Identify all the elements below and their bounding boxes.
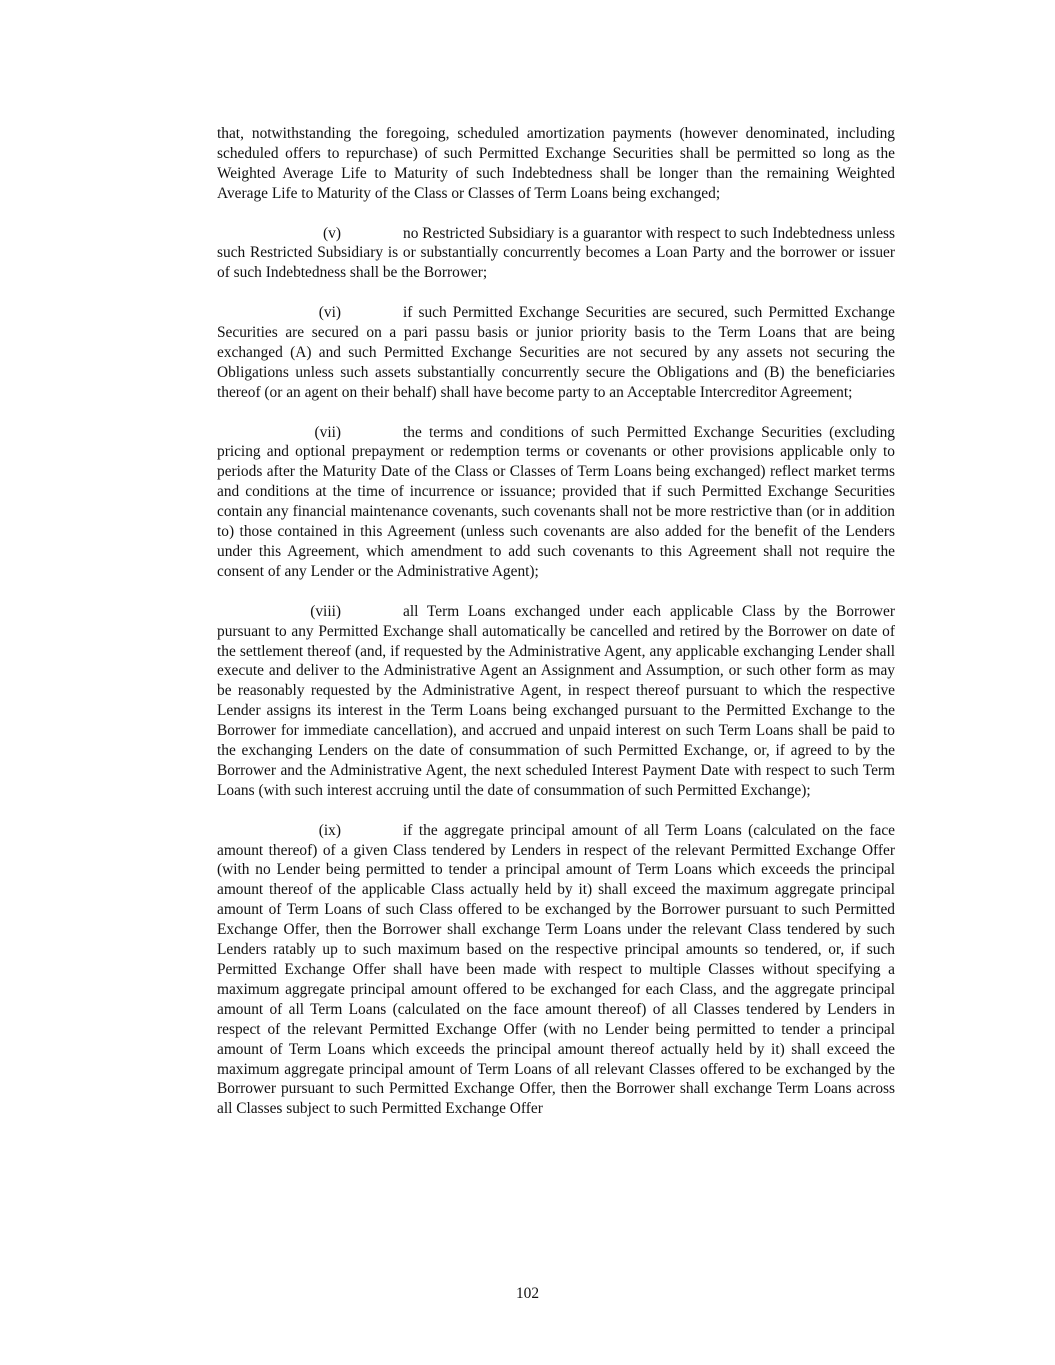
clause-number: (ix) bbox=[318, 821, 341, 839]
clause-text: no Restricted Subsidiary is a guarantor with respect to such Indebtedness unless such Restricted Subsidiary is or substantially concurrently becomes a Loan Party and the borrower or issuer of such Indebtedness shall be the Borrower; bbox=[217, 224, 895, 282]
clause-number: (vii) bbox=[314, 423, 341, 441]
clause-vi bbox=[217, 303, 895, 403]
clause-number: (viii) bbox=[310, 602, 341, 620]
clause-number: (vi) bbox=[318, 304, 341, 322]
document-body bbox=[217, 124, 895, 1139]
clause-vii bbox=[217, 423, 895, 582]
clause-v bbox=[217, 224, 895, 284]
clause-text: the terms and conditions of such Permitted Exchange Securities (excluding pricing and optional prepayment or redemption terms or covenants or other provisions applicable only to periods after the Maturity Date of the Class or Classes of Term Loans being exchanged) reflect market terms and conditions at the time of incurrence or issuance; provided that if such Permitted Exchange Securities contain any financial maintenance covenants, such covenants shall not be more restrictive than (or in addition to) those contained in this Agreement (unless such covenants are also added for the benefit of the Lenders under this Agreement, which amendment to add such covenants to this Agreement shall not require the consent of any Lender or the Administrative Agent); bbox=[217, 423, 895, 580]
clause-number: (v) bbox=[323, 224, 341, 242]
clause-viii bbox=[217, 602, 895, 801]
clause-text: all Term Loans exchanged under each applicable Class by the Borrower pursuant to any Permitted Exchange shall automatically be cancelled and retired by the Borrower on date of the settlement thereof (and, if requested by the Administrative Agent, any applicable exchanging Lender shall execute and deliver to the Administrative Agent an Assignment and Assumption, or such other form as may be reasonably requested by the Administrative Agent, in respect thereof pursuant to which the respective Lender assigns its interest in the Term Loans being exchanged pursuant to the Permitted Exchange to the Borrower for immediate cancellation), and accrued and unpaid interest on such Term Loans shall be paid to the exchanging Lenders on the date of consummation of such Permitted Exchange, or, if agreed to by the Borrower and the Administrative Agent, the next scheduled Interest Payment Date with respect to such Term Loans (with such interest accruing until the date of consummation of such Permitted Exchange); bbox=[217, 602, 895, 799]
page-number: 102 bbox=[515, 1285, 540, 1302]
intro-paragraph: that, notwithstanding the foregoing, scheduled amortization payments (however denominated, including scheduled offers to repurchase) of such Permitted Exchange Securities shall be permitted so long as the Weighted Average Life to Maturity of such Indebtedness shall be longer than the remaining Weighted Average Life to Maturity of the Class or Classes of Term Loans being exchanged; bbox=[217, 125, 895, 202]
clause-text: if the aggregate principal amount of all Term Loans (calculated on the face amount thereof) of a given Class tendered by Lenders in respect of the relevant Permitted Exchange Offer (with no Lender being permitted to tender a principal amount of Term Loans which exceeds the principal amount thereof of the applicable Class actually held by it) shall exceed the maximum aggregate principal amount of Term Loans of such Class offered to be exchanged by the Borrower pursuant to such Permitted Exchange Offer, then the Borrower shall exchange Term Loans under the relevant Class tendered by such Lenders ratably up to such maximum based on the respective principal amounts so tendered, or, if such Permitted Exchange Offer shall have been made with respect to multiple Classes without specifying a maximum aggregate principal amount offered to be exchanged for each Class, and the aggregate principal amount of all Term Loans (calculated on the face amount thereof) of all Classes tendered by Lenders in respect of the relevant Permitted Exchange Offer (with no Lender being permitted to tender a principal amount of Term Loans which exceeds the principal amount thereof actually held by it) shall exceed the maximum aggregate principal amount of Term Loans of all relevant Classes offered to be exchanged by the Borrower pursuant to such Permitted Exchange Offer, then the Borrower shall exchange Term Loans across all Classes subject to such Permitted Exchange Offer bbox=[217, 821, 895, 1118]
clause-text: if such Permitted Exchange Securities are secured, such Permitted Exchange Securities are secured on a pari passu basis or junior priority basis to the Term Loans that are being exchanged (A) and such Permitted Exchange Securities are not secured by any assets not securing the Obligations unless such assets substantially concurrently secure the Obligations and (B) the beneficiaries thereof (or an agent on their behalf) shall have become party to an Acceptable Intercreditor Agreement; bbox=[217, 304, 895, 401]
clause-ix bbox=[217, 821, 895, 1120]
